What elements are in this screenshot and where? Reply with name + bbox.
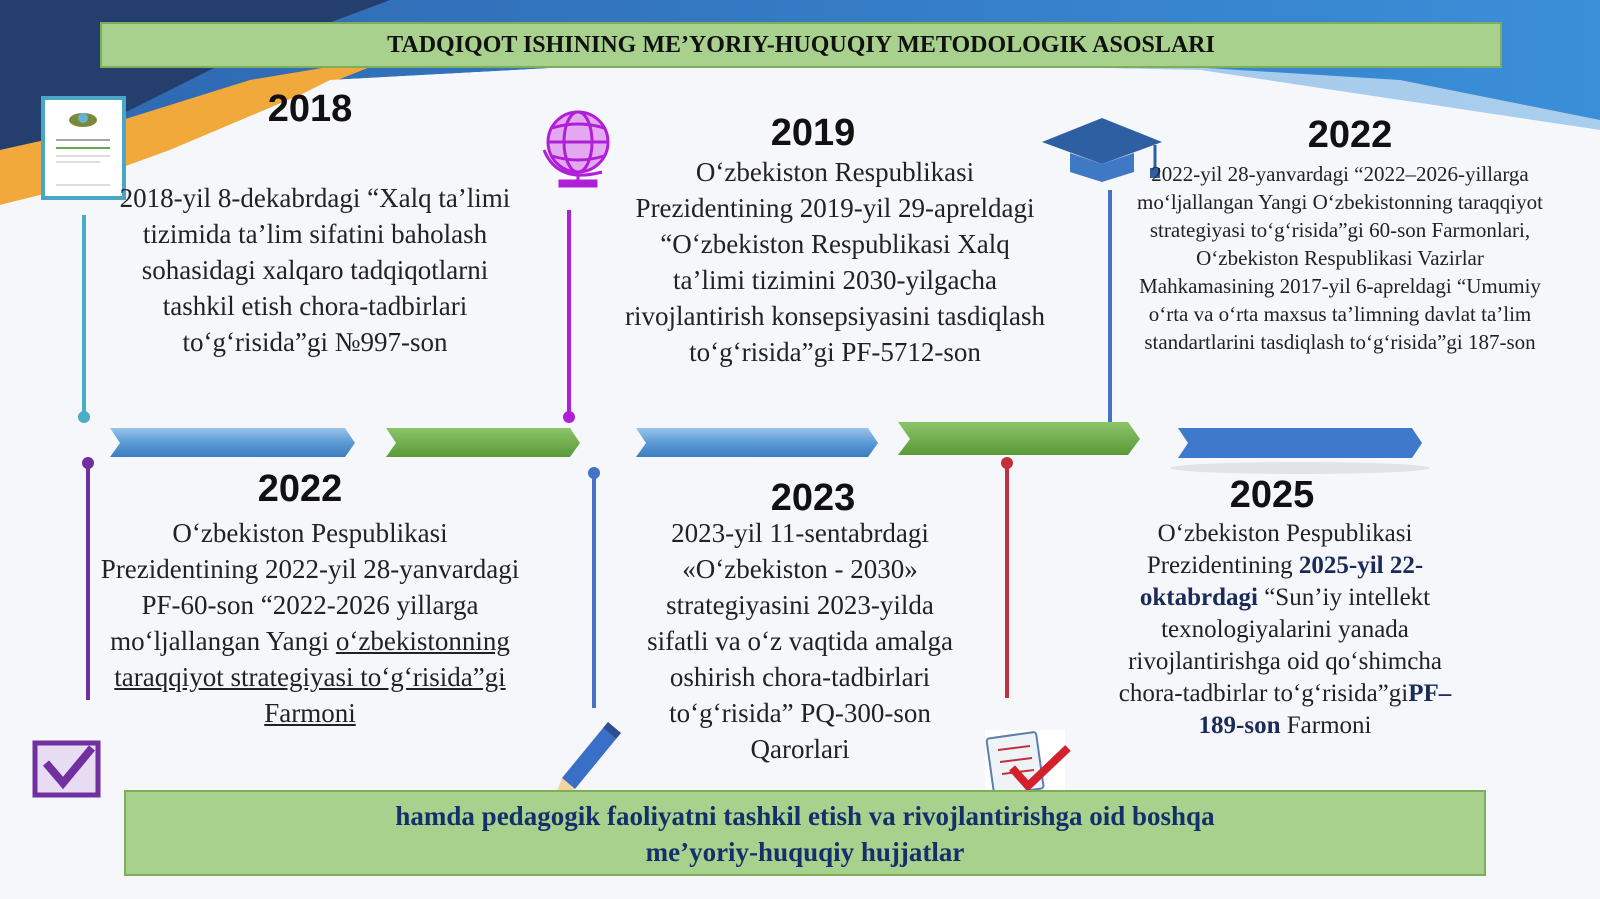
description-text: O‘zbekiston Pespublikasi Prezidentining 2022-yil 28-yanvardagi PF-60-son “2022-2026 yillarga mo‘ljallangan Yangi	[100, 518, 520, 656]
year-label: 2022	[1307, 114, 1393, 156]
checkbox-icon	[35, 743, 98, 795]
checklist-icon	[985, 730, 1068, 795]
timeline-arrow	[636, 428, 878, 457]
timeline-arrow	[898, 422, 1140, 455]
timeline-description: 2022-yil 28-yanvardagi “2022–2026-yillarga mo‘ljallangan Yangi O‘zbekistonning taraqqiyot strategiyasi to‘g‘risida”gi 60-son Farmonlari, O‘zbekiston Respublikasi Vazirlar Mahkamasining 2017-yil 6-apreldagi “Umumiy o‘rta va o‘rta maxsus ta’limning davlat ta’lim standartlarini tasdiqlash to‘g‘risida”gi 187-son	[1137, 162, 1543, 354]
year-label: 2018	[267, 88, 353, 130]
timeline-arrow	[110, 428, 355, 457]
description-text: “Sun’iy intellekt texnologiyalarini yanada rivojlantirishga oid qo‘shimcha chora-tadbirlar to‘g‘risida”gi	[1118, 584, 1442, 707]
timeline-description: 2023-yil 11-sentabrdagi «O‘zbekiston - 2030» strategiyasini 2023-yilda sifatli va o‘z vaqtida amalga oshirish chora-tadbirlari to‘g‘risida” PQ-300-son Qarorlari	[647, 518, 953, 764]
description-decree-number: PF–189-son	[1198, 680, 1452, 739]
timeline-description: 2018-yil 8-dekabrdagi “Xalq ta’limi tizimida ta’lim sifatini baholash sohasidagi xalqaro tadqiqotlarni tashkil etish chora-tadbirlari to‘g‘risida”gi №997-son	[119, 183, 511, 357]
description-date: 2025-yil 22-oktabrdagi	[1139, 552, 1424, 611]
year-label: 2023	[770, 477, 856, 519]
footer-line: me’yoriy-huquqiy hujjatlar	[645, 837, 965, 867]
year-label: 2025	[1229, 474, 1315, 516]
footer-banner	[124, 790, 1486, 876]
timeline-description: O‘zbekiston Respublikasi Prezidentining 2019-yil 29-apreldagi “O‘zbekiston Respublikasi Xalq ta’limi tizimini 2030-yilgacha rivojlantirish konsepsiyasini tasdiqlash to‘g‘risida”gi PF-5712-son	[625, 157, 1045, 367]
description-text: Farmoni	[1280, 712, 1372, 739]
description-text: O‘zbekiston Pespublikasi Prezidentining	[1146, 520, 1413, 579]
year-label: 2022	[257, 468, 343, 510]
page-title: TADQIQOT ISHINING ME’YORIY-HUQUQIY METODOLOGIK ASOSLARI	[100, 22, 1502, 68]
footer-line: hamda pedagogik faoliyatni tashkil etish va rivojlantirishga oid boshqa	[395, 801, 1215, 831]
year-label: 2019	[770, 112, 856, 154]
timeline-description	[1100, 518, 1470, 742]
description-text-underlined: o‘zbekistonning taraqqiyot strategiyasi to‘g‘risida”gi Farmoni	[114, 626, 510, 728]
timeline-arrow	[1178, 428, 1422, 458]
timeline-description	[95, 515, 525, 731]
timeline-arrow	[386, 428, 580, 457]
